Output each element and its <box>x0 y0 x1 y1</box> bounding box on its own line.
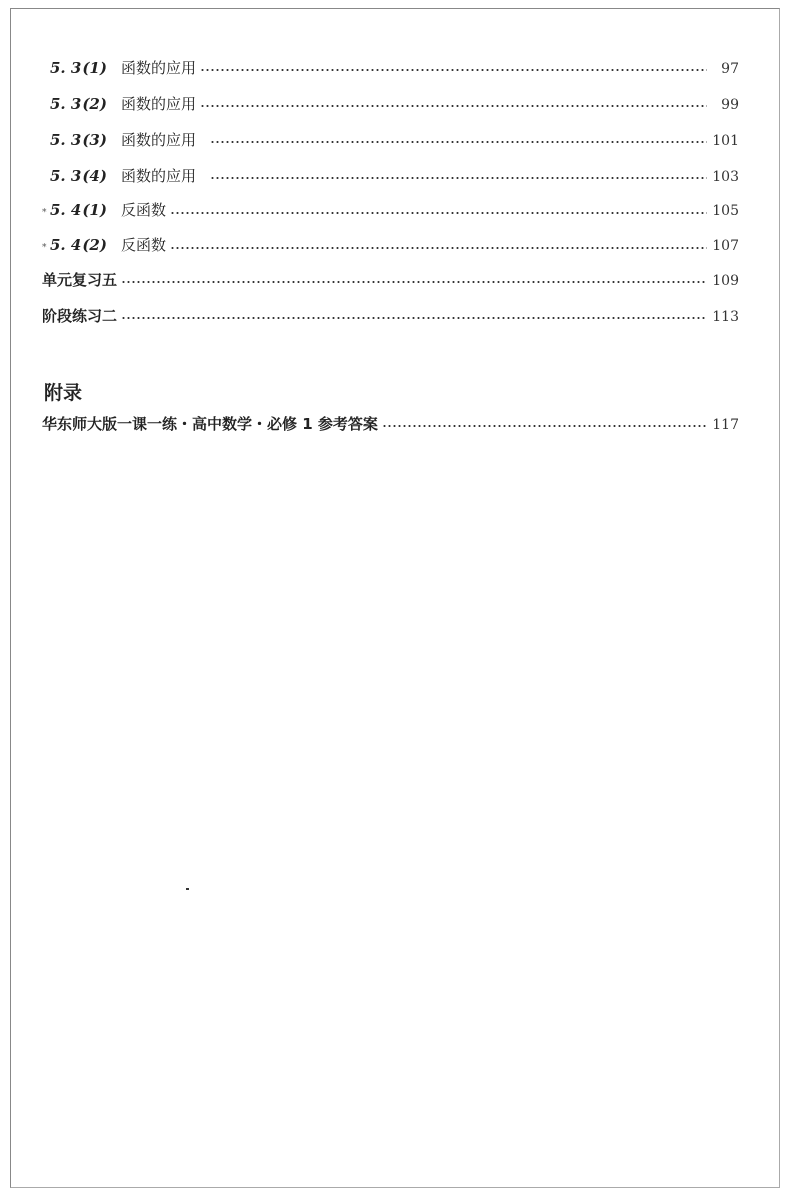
section-number: 5. 4 <box>50 236 82 254</box>
section-number: 5. 4 <box>50 201 82 219</box>
dot-leader <box>210 176 707 180</box>
toc-entry[interactable] <box>42 130 739 151</box>
page-number: 105 <box>712 203 739 219</box>
dot-leader <box>121 316 707 320</box>
dot-leader <box>170 211 707 215</box>
section-number: 5. 3 <box>50 59 82 77</box>
section-title: 华东师大版一课一练・高中数学・必修 1 参考答案 <box>42 415 378 433</box>
toc-entry-stage-practice[interactable] <box>42 306 739 327</box>
page-number: 113 <box>712 309 739 325</box>
section-subnumber: (3) <box>82 131 107 149</box>
section-subnumber: (1) <box>82 59 107 77</box>
section-title: 函数的应用 <box>120 167 196 185</box>
appendix-heading: 附录 <box>44 382 83 404</box>
toc-entry[interactable] <box>42 235 739 258</box>
dot-leader <box>210 140 707 144</box>
page-number: 99 <box>721 97 739 113</box>
dot-leader <box>170 246 707 250</box>
toc-entry-answer-key[interactable] <box>42 414 739 435</box>
page-number: 117 <box>712 417 739 433</box>
section-subnumber: (2) <box>82 236 107 254</box>
section-subnumber: (2) <box>82 95 107 113</box>
page-number: 103 <box>712 169 739 185</box>
section-number: 5. 3 <box>50 95 82 113</box>
page-number: 101 <box>712 133 739 149</box>
section-title: 阶段练习二 <box>42 307 118 325</box>
section-subnumber: (1) <box>82 201 107 219</box>
dot-leader <box>200 104 707 108</box>
optional-mark: * <box>42 208 47 218</box>
section-title: 函数的应用 <box>120 131 196 149</box>
page-number: 107 <box>712 238 739 254</box>
section-title: 反函数 <box>120 236 166 254</box>
toc-entry[interactable] <box>42 200 739 223</box>
optional-mark: * <box>42 243 47 253</box>
section-title: 函数的应用 <box>120 59 196 77</box>
toc-entry[interactable] <box>42 166 739 187</box>
section-title: 反函数 <box>120 201 166 219</box>
dot-leader <box>121 280 707 284</box>
section-subnumber: (4) <box>82 167 107 185</box>
page-number: 109 <box>712 273 739 289</box>
toc-entry-unit-review[interactable] <box>42 270 739 291</box>
section-title: 单元复习五 <box>42 271 118 289</box>
toc-entry[interactable] <box>42 58 739 79</box>
toc-entry[interactable] <box>42 94 739 115</box>
dot-leader <box>382 424 707 428</box>
section-number: 5. 3 <box>50 131 82 149</box>
scan-speck <box>186 888 189 890</box>
page-number: 97 <box>721 61 739 77</box>
dot-leader <box>200 68 707 72</box>
section-number: 5. 3 <box>50 167 82 185</box>
section-title: 函数的应用 <box>120 95 196 113</box>
